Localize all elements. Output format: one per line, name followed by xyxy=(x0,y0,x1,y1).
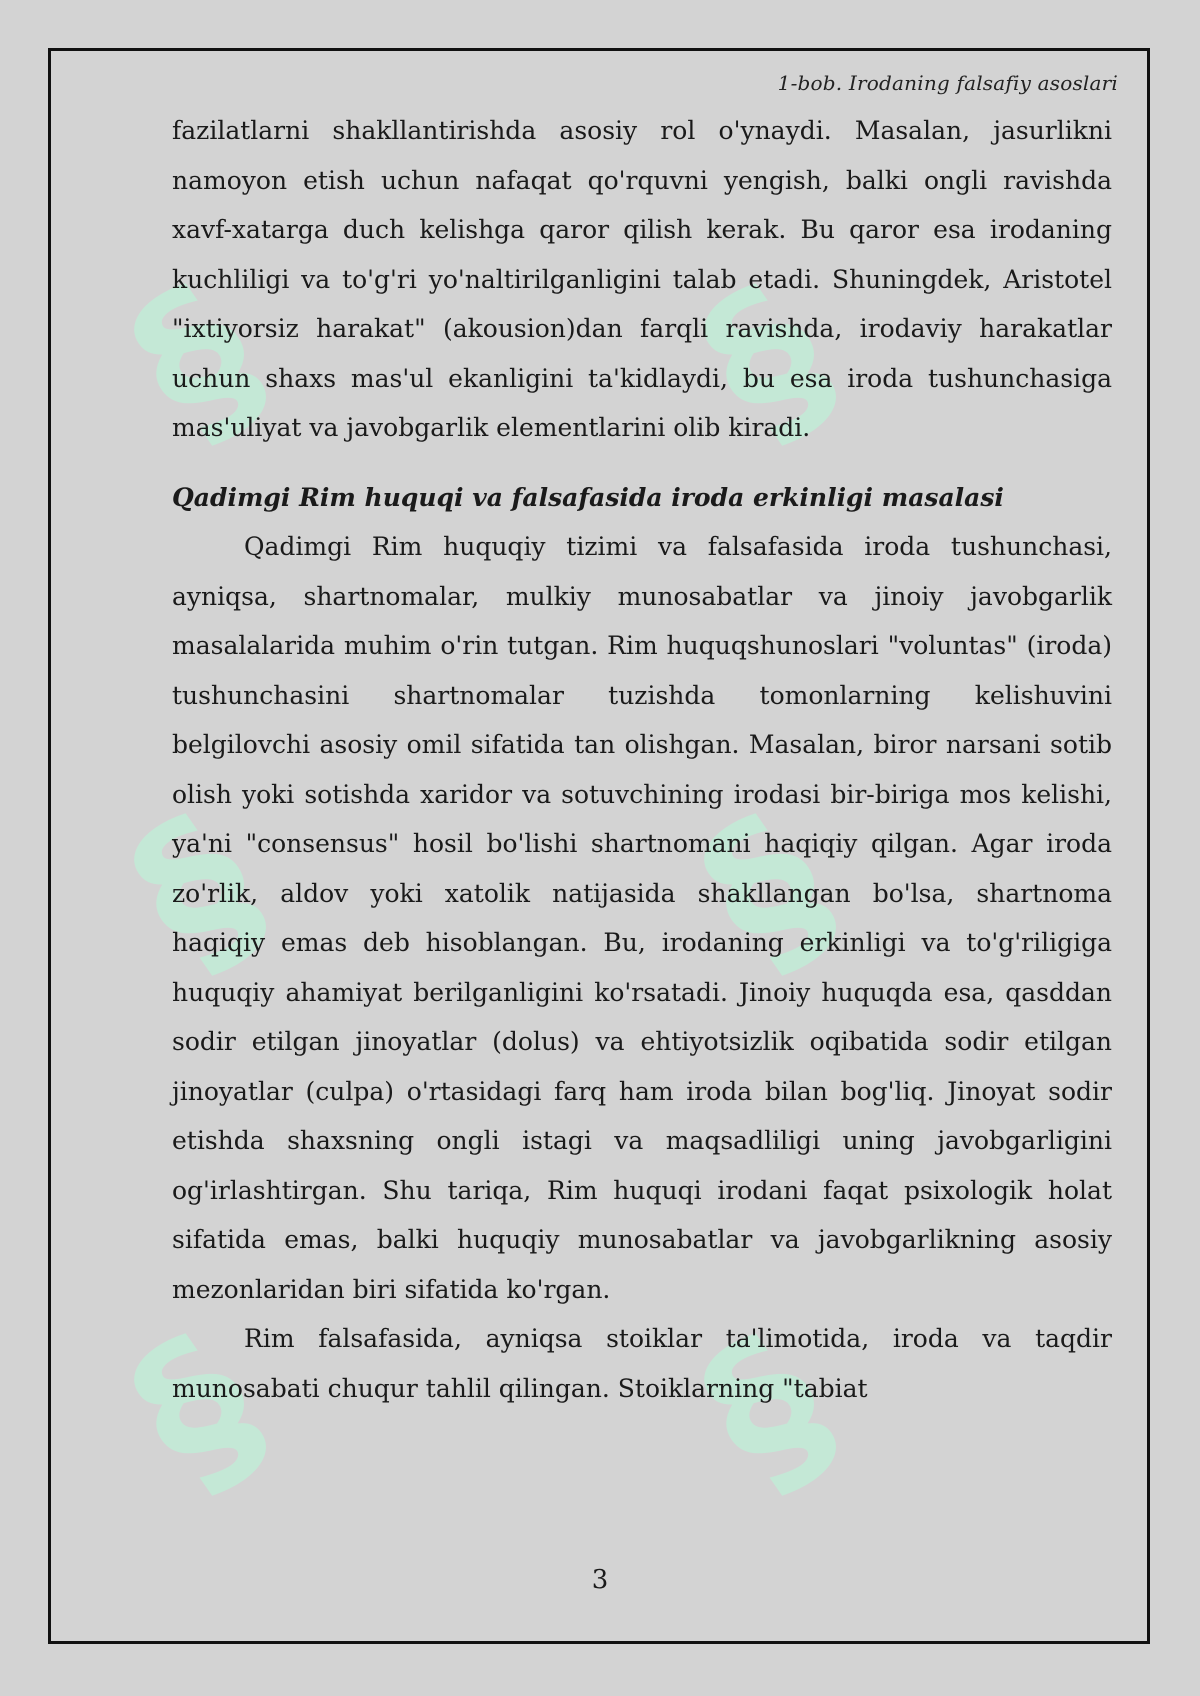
body-paragraph: fazilatlarni shakllantirishda asosiy rol o'ynaydi. Masalan, jasurlikni namoyon etish uchun nafaqat qo'rquvni yengish, balki ongli ravishda xavf-xatarga duch kelishga qaror qilish kerak. Bu qaror esa irodaning kuchliligi va to'g'ri yo'naltirilganligini talab etadi. Shuningdek, Aristotel "ixtiyorsiz harakat" (akousion)dan farqli ravishda, irodaviy harakatlar uchun shaxs mas'ul ekanligini ta'kidlaydi, bu esa iroda tushunchasiga mas'uliyat va javobgarlik elementlarini olib kiradi. xyxy=(172,116,1112,442)
page-body xyxy=(172,106,1112,1413)
watermark-glyph: § xyxy=(95,772,300,1009)
watermark-glyph: § xyxy=(665,242,870,479)
running-header: 1-bob. Irodaning falsafiy asoslari xyxy=(777,71,1118,95)
section-heading: Qadimgi Rim huquqi va falsafasida iroda erkinligi masalasi xyxy=(172,482,1004,512)
page-number: 3 xyxy=(591,1565,609,1595)
body-paragraph: Rim falsafasida, ayniqsa stoiklar ta'limotida, iroda va taqdir munosabati chuqur tahlil qilingan. Stoiklarning "tabiat xyxy=(172,1324,1112,1403)
watermark-glyph: § xyxy=(665,1292,870,1529)
watermark-glyph: § xyxy=(665,772,870,1009)
watermark-glyph: § xyxy=(95,1292,300,1529)
body-paragraph: Qadimgi Rim huquqiy tizimi va falsafasida iroda tushunchasi, ayniqsa, shartnomalar, mulkiy munosabatlar va jinoiy javobgarlik masalalarida muhim o'rin tutgan. Rim huquqshunoslari "voluntas" (iroda) tushunchasini shartnomalar tuzishda tomonlarning kelishuvini belgilovchi asosiy omil sifatida tan olishgan. Masalan, biror narsani sotib olish yoki sotishda xaridor va sotuvchining irodasi bir-biriga mos kelishi, ya'ni "consensus" hosil bo'lishi shartnomani haqiqiy qilgan. Agar iroda zo'rlik, aldov yoki xatolik natijasida shakllangan bo'lsa, shartnoma haqiqiy emas deb hisoblangan. Bu, irodaning erkinligi va to'g'riligiga huquqiy ahamiyat berilganligini ko'rsatadi. Jinoiy huquqda esa, qasddan sodir etilgan jinoyatlar (dolus) va ehtiyotsizlik oqibatida sodir etilgan jinoyatlar (culpa) o'rtasidagi farq ham iroda bilan bog'liq. Jinoyat sodir etishda shaxsning ongli istagi va maqsadliligi uning javobgarligini og'irlashtirgan. Shu tariqa, Rim huquqi irodani faqat psixologik holat sifatida emas, balki huquqiy munosabatlar va javobgarlikning asosiy mezonlaridan biri sifatida ko'rgan. xyxy=(172,532,1112,1304)
watermark-glyph: § xyxy=(95,242,300,479)
